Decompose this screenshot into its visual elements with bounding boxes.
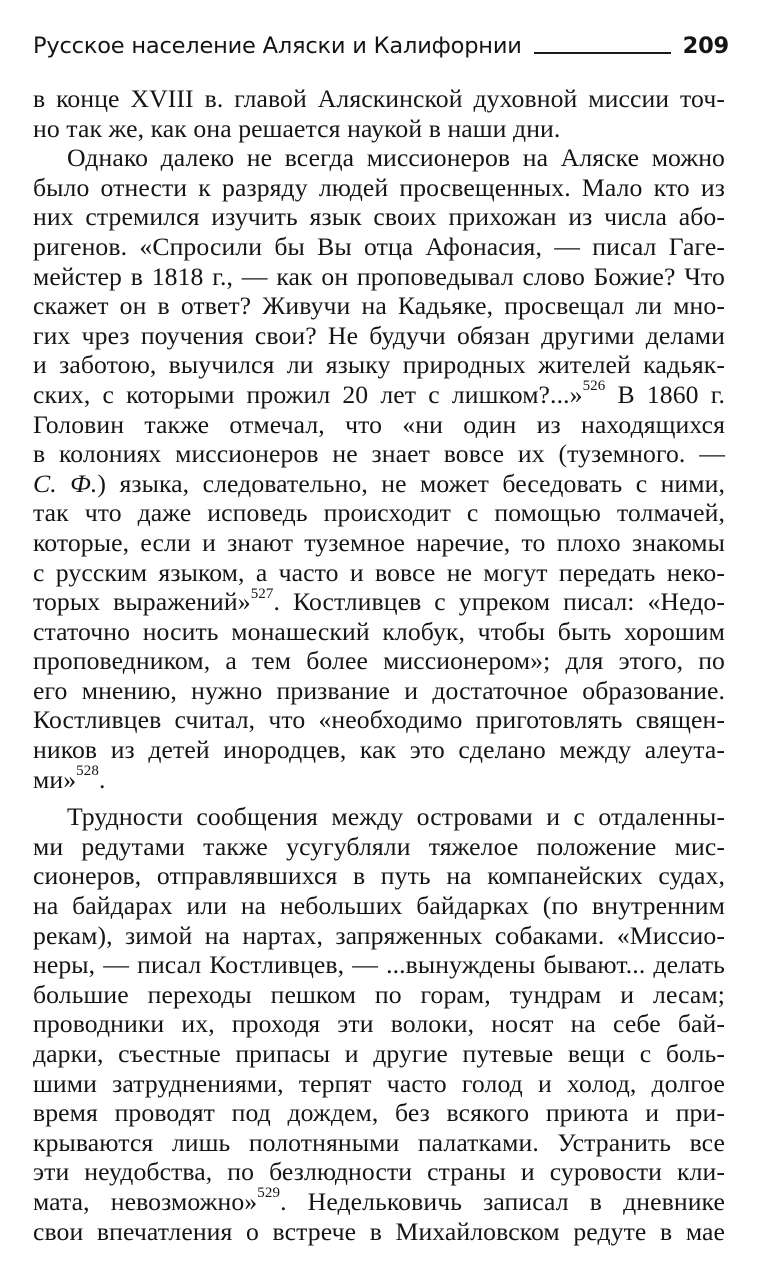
- text-line: [33, 380, 725, 410]
- text-line: Трудности сообщения между островами и с отдаленны-: [67, 802, 725, 832]
- text-line: них стремился изучить язык своих прихожан из числа або-: [33, 202, 725, 232]
- text-line: [33, 765, 725, 795]
- text-line: в колониях миссионеров не знает вовсе их (туземного. —: [33, 439, 725, 469]
- text-segment: мата, невозможно»: [33, 1186, 258, 1216]
- text-segment: торых выражений»: [33, 587, 251, 617]
- text-line: в конце XVIII в. главой Аляскинской духовной миссии точ-: [33, 84, 725, 113]
- text-line: [33, 587, 725, 617]
- text-line: которые, если и знают туземное наречие, то плохо знакомы: [33, 527, 725, 557]
- footnote-ref-528: 528: [76, 763, 99, 780]
- text-line: эти неудобства, по безлюдности страны и суровости кли-: [33, 1157, 725, 1187]
- text-line: было отнести к разряду людей просвещенных. Мало кто из: [33, 172, 725, 202]
- text-line: скажет он в ответ? Живучи на Кадьяке, просвещал ли мно-: [33, 291, 725, 321]
- text-line: неры, — писал Костливцев, — ...вынуждены бывают... делать: [33, 950, 725, 980]
- text-line: проводники их, проходя эти волоки, носят на себе бай-: [33, 1009, 725, 1039]
- text-line: время проводят под дождем, без всякого приюта и при-: [33, 1098, 725, 1128]
- page-number: 209: [682, 33, 729, 59]
- text-segment: ских, с которыми прожил 20 лет с лишком?...»: [33, 379, 583, 409]
- text-segment: .: [98, 764, 106, 794]
- text-line: большие переходы пешком по горам, тундрам и лесам;: [33, 979, 725, 1009]
- text-line: статочно носить монашеский клобук, чтобы быть хорошим: [33, 616, 725, 646]
- header-rule: [534, 52, 671, 54]
- page-header: [33, 28, 729, 60]
- text-line: [33, 469, 725, 499]
- text-line: сионеров, отправлявшихся в путь на компанейских судах,: [33, 861, 725, 891]
- text-line: Головин также отмечал, что «ни один из находящихся: [33, 409, 725, 439]
- text-segment: ми»: [33, 764, 77, 794]
- text-line: и заботою, выучился ли языку природных жителей кадьяк-: [33, 350, 725, 380]
- text-line: на байдарах или на небольших байдарках (по внутренним: [33, 891, 725, 921]
- footnote-ref-526: 526: [582, 378, 606, 395]
- text-line: рекам), зимой на нартах, запряженных собаками. «Миссио-: [33, 920, 725, 950]
- text-line: проповедником, а тем более миссионером»; для этого, по: [33, 646, 725, 676]
- text-segment: . Костливцев с упреком писал: «Недо-: [273, 587, 725, 617]
- footnote-ref-527: 527: [250, 585, 274, 602]
- text-line: крываются лишь полотняными палатками. Устранить все: [33, 1127, 725, 1157]
- text-line: [33, 1187, 725, 1217]
- footnote-ref-529: 529: [257, 1185, 281, 1202]
- text-line: шими затруднениями, терпят часто голод и холод, долгое: [33, 1068, 725, 1098]
- text-line: дарки, съестные припасы и другие путевые вещи с боль-: [33, 1039, 725, 1068]
- text-line: мейстер в 1818 г., — как он проповедывал слово Божие? Что: [33, 261, 725, 291]
- paragraph-2: [33, 143, 725, 794]
- text-line: Костливцев считал, что «необходимо приготовлять священ-: [33, 705, 725, 735]
- text-line: так что даже исповедь происходит с помощью толмачей,: [33, 498, 725, 528]
- text-line: ников из детей инородцев, как это сделано между алеута-: [33, 735, 725, 765]
- text-line: с русским языком, а часто и вовсе не могут передать неко-: [33, 557, 725, 587]
- text-line: гих чрез поучения свои? Не будучи обязан другими делами: [33, 320, 725, 350]
- text-line: его мнению, нужно призвание и достаточное образование.: [33, 675, 725, 705]
- text-segment: В 1860 г.: [605, 379, 725, 409]
- text-line: ми редутами также усугубляли тяжелое положение мис-: [33, 831, 725, 861]
- author-initials: С. Ф.: [33, 468, 98, 498]
- text-line: ригенов. «Спросили бы Вы отца Афонасия, — писал Гаге-: [33, 231, 725, 261]
- running-title: Русское население Аляски и Калифорнии: [33, 33, 522, 59]
- body-text: [33, 84, 725, 1246]
- paragraph-3: [33, 802, 725, 1246]
- text-line: Однако далеко не всегда миссионеров на Аляске можно: [67, 143, 725, 173]
- text-line: но так же, как она решается наукой в наши дни.: [33, 113, 561, 143]
- text-segment: ) языка, следовательно, не может беседовать с ними,: [97, 468, 725, 498]
- text-segment: . Недельковичь записал в дневнике: [280, 1186, 725, 1216]
- paragraph-1: [33, 84, 725, 143]
- text-line: свои впечатления о встрече в Михайловском редуте в мае: [33, 1216, 725, 1246]
